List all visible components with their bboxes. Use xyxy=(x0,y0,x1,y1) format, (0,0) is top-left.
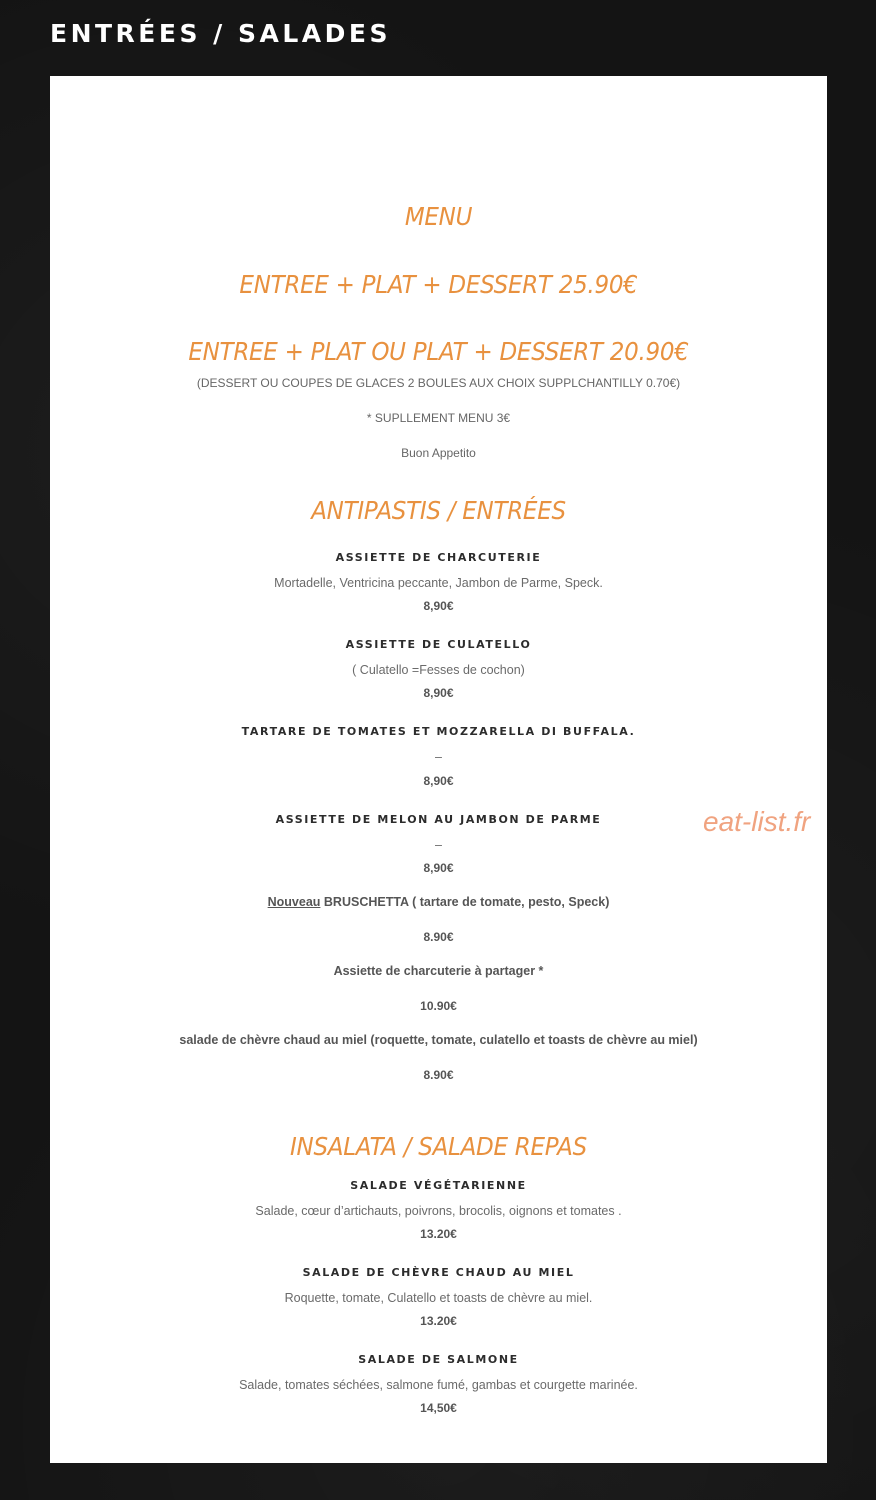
bruschetta-name: BRUSCHETTA ( tartare de tomate, pesto, Speck) xyxy=(320,895,610,909)
dish-name: TARTARE DE TOMATES ET MOZZARELLA DI BUFFALA. xyxy=(241,725,636,738)
dish-description: Salade, tomates séchées, salmone fumé, gambas et courgette marinée. xyxy=(239,1378,638,1392)
antipasti-title: ANTIPASTIS / ENTRÉES xyxy=(311,496,566,525)
menu-supplement: * SUPLLEMENT MENU 3€ xyxy=(366,411,511,425)
dish-price: 8.90€ xyxy=(423,1068,454,1082)
greeting: Buon Appetito xyxy=(401,446,476,460)
dish-name: ASSIETTE DE CULATELLO xyxy=(345,638,532,651)
menu-card xyxy=(50,76,827,1463)
dish-price: 14,50€ xyxy=(420,1401,457,1415)
dish-name: ASSIETTE DE MELON AU JAMBON DE PARME xyxy=(275,813,602,826)
dish-description: Salade, cœur d’artichauts, poivrons, brocolis, oignons et tomates . xyxy=(255,1204,622,1218)
formula-three-course: ENTREE + PLAT + DESSERT 25.90€ xyxy=(239,270,638,299)
dish-name: SALADE DE SALMONE xyxy=(358,1353,519,1366)
dish-price: 8.90€ xyxy=(423,930,454,944)
dish-price: 10.90€ xyxy=(420,999,457,1013)
sharing-platter-name: Assiette de charcuterie à partager * xyxy=(333,964,544,978)
dish-name: SALADE DE CHÈVRE CHAUD AU MIEL xyxy=(302,1266,575,1279)
page-title: ENTRÉES / SALADES xyxy=(50,19,391,48)
dessert-note: (DESSERT OU COUPES DE GLACES 2 BOULES AUX CHOIX SUPPLCHANTILLY 0.70€) xyxy=(196,376,681,390)
menu-title: MENU xyxy=(404,202,473,231)
dish-price: 8,90€ xyxy=(423,599,454,613)
dish-price: 13.20€ xyxy=(420,1314,457,1328)
dish-price: 8,90€ xyxy=(423,861,454,875)
dish-description: Mortadelle, Ventricina peccante, Jambon de Parme, Speck. xyxy=(274,576,603,590)
dish-name: SALADE VÉGÉTARIENNE xyxy=(350,1179,527,1192)
dish-description: Roquette, tomate, Culatello et toasts de chèvre au miel. xyxy=(284,1291,593,1305)
formula-two-course: ENTREE + PLAT OU PLAT + DESSERT 20.90€ xyxy=(188,337,689,366)
dish-price: 8,90€ xyxy=(423,686,454,700)
dish-description: – xyxy=(435,750,442,764)
goat-salad-starter-name: salade de chèvre chaud au miel (roquette, tomate, culatello et toasts de chèvre au miel) xyxy=(179,1033,698,1047)
dish-name: ASSIETTE DE CHARCUTERIE xyxy=(335,551,542,564)
watermark: eat-list.fr xyxy=(703,806,811,837)
bruschetta-line xyxy=(50,894,827,910)
dish-price: 13.20€ xyxy=(420,1227,457,1241)
new-tag: Nouveau xyxy=(267,895,321,909)
dish-description: ( Culatello =Fesses de cochon) xyxy=(352,663,525,677)
dish-description: – xyxy=(435,838,442,852)
dish-price: 8,90€ xyxy=(423,774,454,788)
salads-title: INSALATA / SALADE REPAS xyxy=(290,1132,587,1161)
